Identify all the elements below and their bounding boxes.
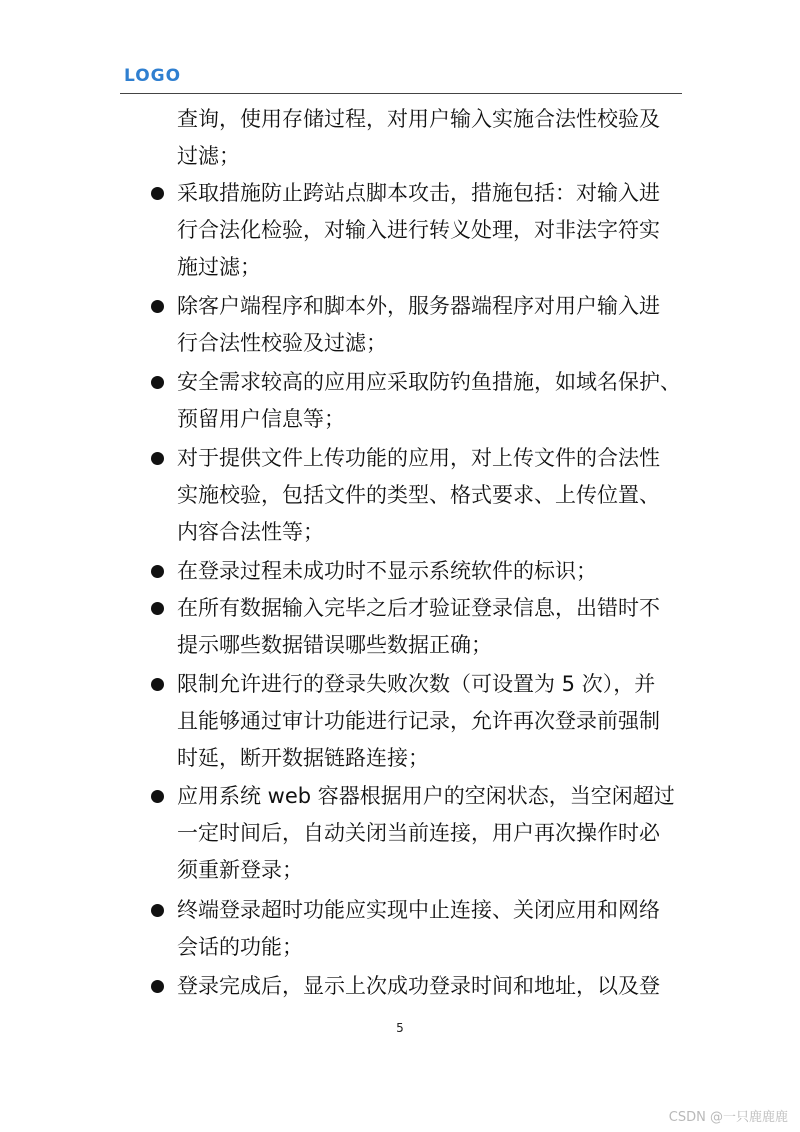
bullet-dot [151, 790, 164, 803]
list-item [177, 288, 682, 362]
text-line: 安全需求较高的应用应采取防钓鱼措施，如域名保护、 [177, 370, 681, 394]
page-number: 5 [396, 1021, 404, 1035]
text-line: 查询，使用存储过程，对用户输入实施合法性校验及 [177, 107, 660, 131]
bullet-dot [151, 565, 164, 578]
header-divider [120, 93, 682, 94]
text-line: 行合法化检验，对输入进行转义处理，对非法字符实 [177, 218, 660, 242]
text-line: 须重新登录； [177, 858, 303, 882]
text-line: 内容合法性等； [177, 520, 324, 544]
text-line: 且能够通过审计功能进行记录，允许再次登录前强制 [177, 709, 660, 733]
text-line: 过滤； [177, 144, 240, 168]
continuation-paragraph [177, 101, 682, 175]
text-line: 会话的功能； [177, 935, 303, 959]
logo: LOGO [124, 66, 182, 86]
list-item [177, 590, 682, 664]
text-line: 预留用户信息等； [177, 407, 345, 431]
text-line: 在登录过程未成功时不显示系统软件的标识； [177, 559, 597, 583]
text-line: 施过滤； [177, 255, 261, 279]
text-line: 时延，断开数据链路连接； [177, 746, 429, 770]
bullet-dot [151, 452, 164, 465]
text-line: 实施校验，包括文件的类型、格式要求、上传位置、 [177, 483, 660, 507]
text-line: 提示哪些数据错误哪些数据正确； [177, 633, 492, 657]
bullet-dot [151, 602, 164, 615]
text-line: 一定时间后，自动关闭当前连接，用户再次操作时必 [177, 821, 660, 845]
bullet-dot [151, 904, 164, 917]
text-line: 在所有数据输入完毕之后才验证登录信息，出错时不 [177, 596, 660, 620]
text-line: 采取措施防止跨站点脚本攻击，措施包括：对输入进 [177, 181, 660, 205]
list-item [177, 175, 682, 286]
list-item [177, 666, 682, 777]
text-line: 登录完成后，显示上次成功登录时间和地址，以及登 [177, 974, 660, 998]
list-item [177, 440, 682, 551]
bullet-dot [151, 980, 164, 993]
text-line: 行合法性校验及过滤； [177, 331, 387, 355]
list-item [177, 968, 682, 1005]
text-line: 应用系统 web 容器根据用户的空闲状态，当空闲超过 [177, 784, 675, 808]
text-line: 对于提供文件上传功能的应用，对上传文件的合法性 [177, 446, 660, 470]
text-line: 终端登录超时功能应实现中止连接、关闭应用和网络 [177, 898, 660, 922]
bullet-dot [151, 300, 164, 313]
bullet-dot [151, 678, 164, 691]
list-item [177, 892, 682, 966]
bullet-dot [151, 376, 164, 389]
text-line: 除客户端程序和脚本外，服务器端程序对用户输入进 [177, 294, 660, 318]
list-item [177, 364, 682, 438]
text-line: 限制允许进行的登录失败次数（可设置为 5 次），并 [177, 672, 656, 696]
bullet-dot [151, 187, 164, 200]
list-item [177, 553, 682, 590]
watermark: CSDN @一只鹿鹿鹿 [668, 1110, 788, 1125]
list-item [177, 778, 682, 889]
